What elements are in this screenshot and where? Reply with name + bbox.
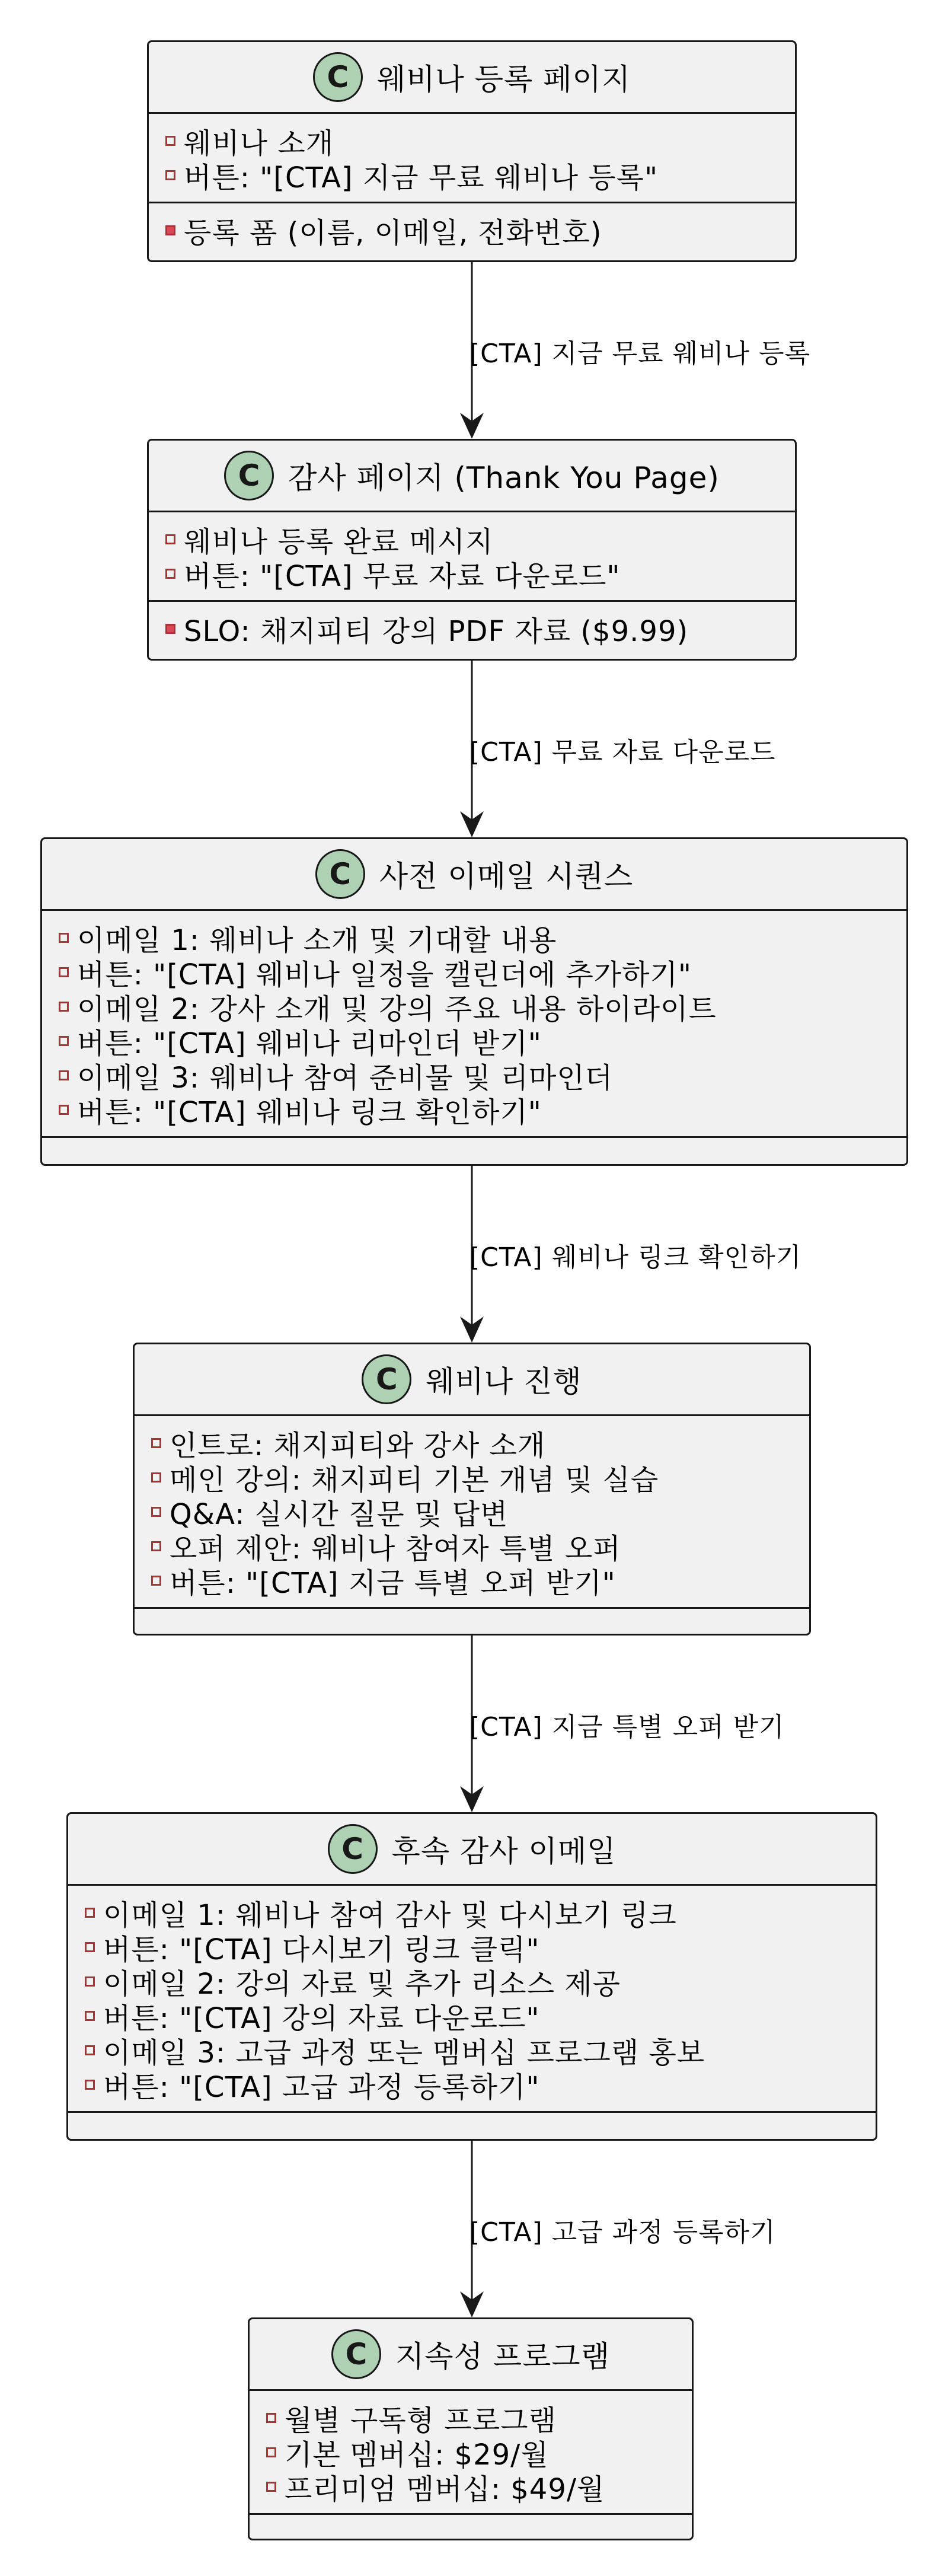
class-header	[250, 2319, 692, 2391]
method-section	[42, 1136, 906, 1152]
field-row	[151, 1426, 809, 1460]
class-c-icon: C	[315, 849, 365, 899]
class-title: 사전 이메일 시퀀스	[379, 859, 634, 894]
method-row	[165, 611, 795, 646]
field-text: 버튼: "[CTA] 웨비나 일정을 캘린더에 추가하기"	[77, 958, 692, 991]
class-title: 후속 감사 이메일	[391, 1834, 617, 1869]
field-row	[59, 1092, 906, 1127]
method-section	[149, 600, 795, 655]
field-marker-icon	[165, 569, 175, 579]
field-text: 기본 멤버십: $29/월	[285, 2438, 549, 2472]
field-row	[85, 2067, 876, 2102]
field-row	[59, 989, 906, 1024]
class-title: 감사 페이지 (Thank You Page)	[288, 461, 720, 495]
field-marker-icon	[85, 1976, 95, 1987]
field-marker-icon	[165, 170, 175, 180]
class-title: 웨비나 등록 페이지	[376, 62, 631, 97]
field-marker-icon	[151, 1472, 161, 1483]
field-text: Q&A: 실시간 질문 및 답변	[170, 1497, 509, 1531]
field-marker-icon	[59, 967, 69, 977]
field-section	[149, 114, 795, 202]
edge-label: [CTA] 지금 무료 웨비나 등록	[470, 339, 811, 369]
class-box-5	[66, 1812, 877, 2141]
field-text: 버튼: "[CTA] 웨비나 링크 확인하기"	[77, 1095, 542, 1129]
class-header	[42, 839, 906, 911]
field-text: 버튼: "[CTA] 웨비나 리마인더 받기"	[77, 1026, 542, 1060]
field-row	[59, 1024, 906, 1058]
edge-label: [CTA] 무료 자료 다운로드	[470, 737, 776, 767]
class-title: 지속성 프로그램	[395, 2339, 610, 2374]
field-marker-icon	[85, 2011, 95, 2021]
field-text: 프리미엄 멤버십: $49/월	[285, 2472, 605, 2506]
field-marker-icon	[266, 2447, 276, 2457]
field-marker-icon	[165, 136, 175, 146]
edge-label: [CTA] 지금 특별 오퍼 받기	[470, 1712, 785, 1742]
method-marker-icon	[165, 225, 175, 235]
class-box-1	[147, 40, 797, 262]
method-section	[250, 2513, 692, 2529]
field-text: 인트로: 채지피티와 강사 소개	[170, 1429, 546, 1462]
field-marker-icon	[165, 534, 175, 544]
field-row	[85, 1964, 876, 2001]
class-box-6	[248, 2317, 694, 2540]
class-box-4	[133, 1343, 811, 1635]
class-header	[149, 441, 795, 512]
class-box-3	[40, 837, 908, 1166]
field-text: 이메일 2: 강사 소개 및 강의 주요 내용 하이라이트	[77, 992, 717, 1026]
field-row	[165, 158, 795, 195]
field-row	[59, 920, 906, 955]
field-marker-icon	[151, 1576, 161, 1586]
field-text: 오퍼 제안: 웨비나 참여자 특별 오퍼	[170, 1532, 621, 1566]
method-section	[135, 1607, 809, 1623]
field-marker-icon	[59, 933, 69, 943]
field-text: 이메일 2: 강의 자료 및 추가 리소스 제공	[103, 1967, 621, 2001]
class-c-icon: C	[224, 451, 274, 500]
class-header	[149, 42, 795, 114]
field-marker-icon	[266, 2413, 276, 2423]
method-marker-icon	[165, 624, 175, 634]
field-row	[85, 1998, 876, 2033]
field-row	[165, 556, 795, 591]
edge-label: [CTA] 고급 과정 등록하기	[470, 2217, 776, 2247]
field-row	[151, 1563, 809, 1598]
field-text: 버튼: "[CTA] 고급 과정 등록하기"	[103, 2070, 540, 2104]
field-text: 이메일 1: 웨비나 참여 감사 및 다시보기 링크	[103, 1898, 677, 1932]
field-section	[68, 1886, 876, 2111]
field-text: 버튼: "[CTA] 지금 특별 오퍼 받기"	[170, 1566, 616, 1600]
field-text: 웨비나 등록 완료 메시지	[184, 525, 494, 559]
field-marker-icon	[85, 2080, 95, 2090]
field-row	[151, 1494, 809, 1529]
field-row	[151, 1529, 809, 1566]
method-text: 등록 폼 (이름, 이메일, 전화번호)	[184, 216, 602, 250]
field-text: 월별 구독형 프로그램	[285, 2403, 557, 2437]
field-text: 버튼: "[CTA] 강의 자료 다운로드"	[103, 2001, 540, 2035]
field-marker-icon	[266, 2482, 276, 2492]
field-section	[149, 512, 795, 600]
class-box-2	[147, 439, 797, 661]
method-section	[68, 2111, 876, 2127]
method-section	[149, 202, 795, 257]
field-text: 이메일 3: 고급 과정 또는 멤버십 프로그램 홍보	[103, 2036, 705, 2070]
field-text: 버튼: "[CTA] 무료 자료 다운로드"	[184, 559, 621, 593]
field-text: 이메일 3: 웨비나 참여 준비물 및 리마인더	[77, 1061, 614, 1095]
class-title: 웨비나 진행	[426, 1364, 582, 1399]
class-c-icon: C	[362, 1354, 411, 1404]
field-marker-icon	[59, 1105, 69, 1115]
field-text: 이메일 1: 웨비나 소개 및 기대할 내용	[77, 923, 557, 957]
field-marker-icon	[59, 1036, 69, 1046]
field-row	[85, 1895, 876, 1930]
field-row	[266, 2435, 692, 2472]
field-section	[250, 2391, 692, 2513]
field-section	[135, 1416, 809, 1607]
field-row	[151, 1460, 809, 1497]
edge-label: [CTA] 웨비나 링크 확인하기	[470, 1242, 802, 1273]
field-marker-icon	[59, 1070, 69, 1080]
field-row	[266, 2469, 692, 2504]
field-row	[165, 123, 795, 158]
field-marker-icon	[85, 2045, 95, 2055]
field-text: 메인 강의: 채지피티 기본 개념 및 실습	[170, 1463, 659, 1497]
field-row	[85, 2033, 876, 2070]
class-c-icon: C	[313, 52, 363, 102]
field-row	[165, 522, 795, 559]
field-row	[59, 955, 906, 989]
field-row	[266, 2400, 692, 2435]
class-header	[135, 1344, 809, 1416]
field-marker-icon	[59, 1002, 69, 1012]
field-marker-icon	[151, 1541, 161, 1551]
field-marker-icon	[151, 1507, 161, 1517]
field-text: 버튼: "[CTA] 다시보기 링크 클릭"	[103, 1933, 540, 1966]
field-marker-icon	[85, 1908, 95, 1918]
field-text: 웨비나 소개	[184, 126, 334, 160]
class-c-icon: C	[331, 2329, 381, 2379]
field-row	[85, 1930, 876, 1964]
class-header	[68, 1814, 876, 1886]
method-row	[165, 213, 795, 250]
field-row	[59, 1058, 906, 1095]
field-section	[42, 911, 906, 1136]
method-text: SLO: 채지피티 강의 PDF 자료 ($9.99)	[184, 614, 689, 648]
field-marker-icon	[85, 1942, 95, 1952]
field-marker-icon	[151, 1438, 161, 1448]
class-c-icon: C	[328, 1824, 378, 1874]
field-text: 버튼: "[CTA] 지금 무료 웨비나 등록"	[184, 161, 659, 195]
